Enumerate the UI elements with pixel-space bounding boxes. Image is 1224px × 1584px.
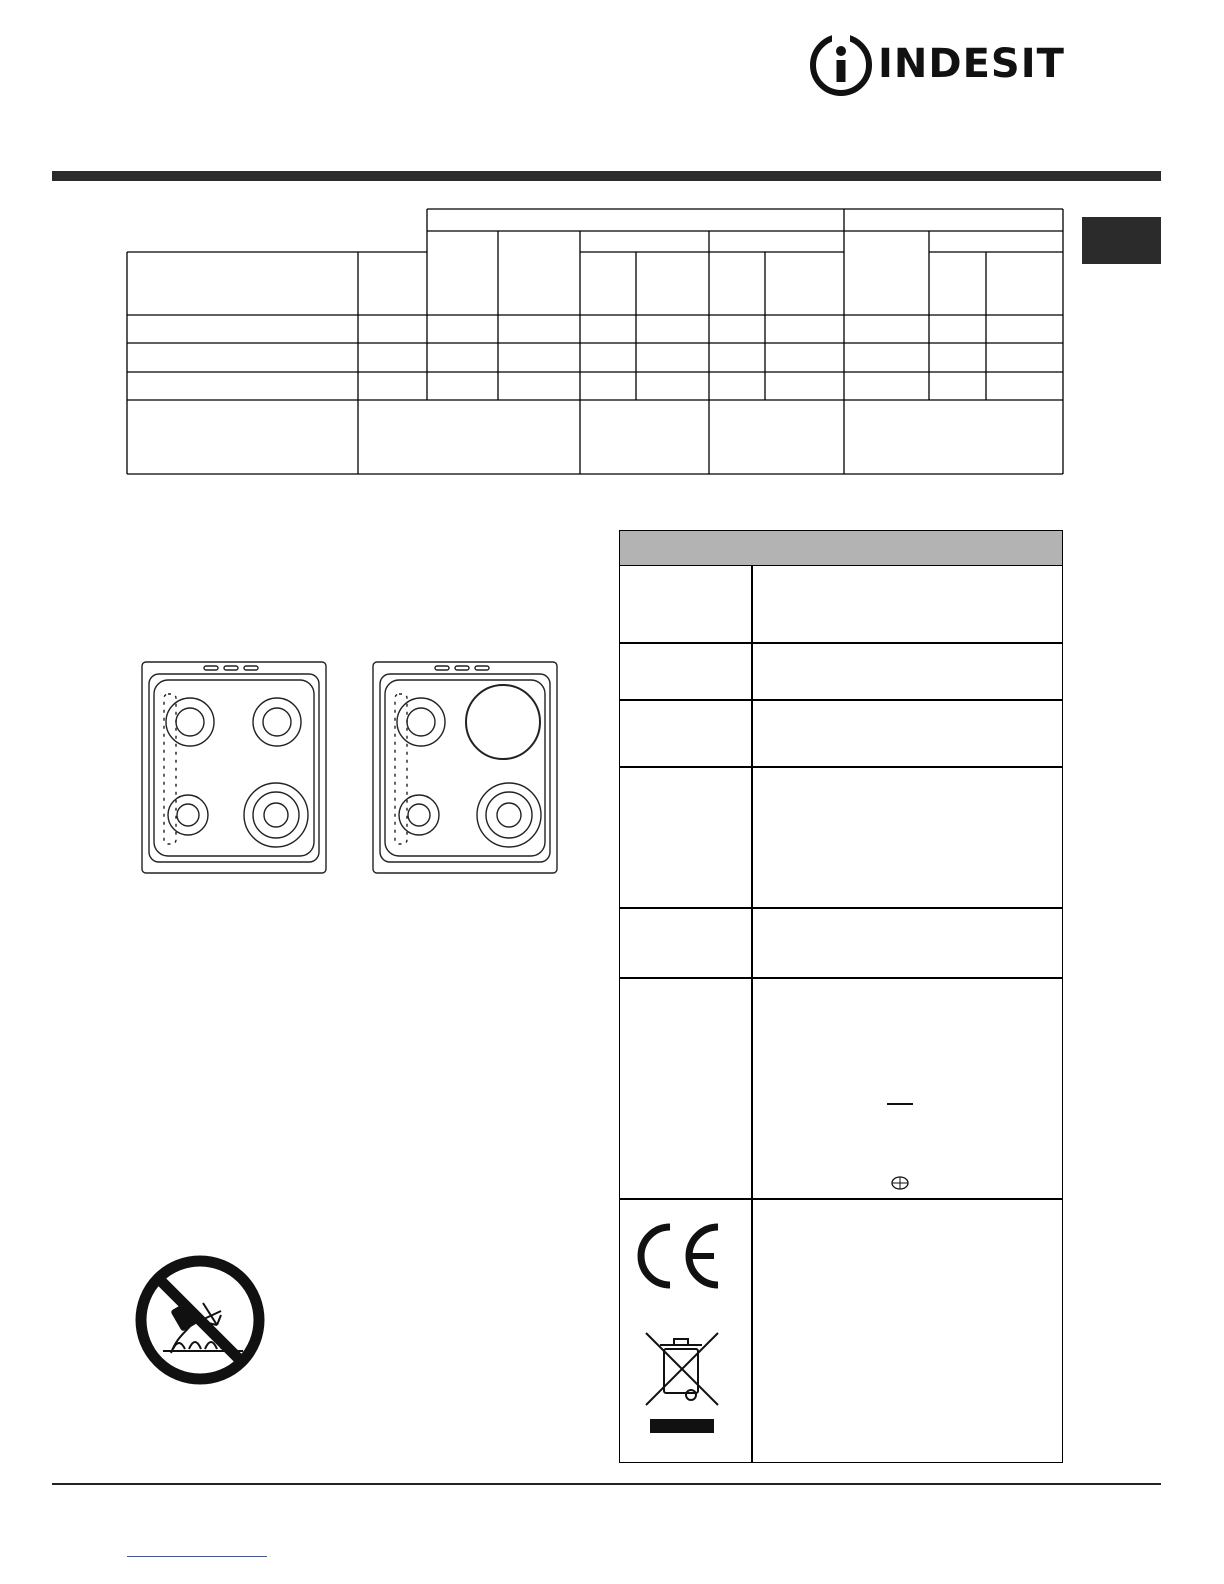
- ce-mark-icon: [632, 1221, 722, 1291]
- no-flame-warning-icon: [133, 1253, 267, 1387]
- weee-bin-icon: [642, 1329, 722, 1439]
- table-header-group-1: [430, 211, 840, 229]
- table-header-label: [130, 256, 355, 312]
- brand-name: INDESIT: [878, 41, 1065, 87]
- gas-hob-diagram: [140, 660, 330, 876]
- spec-row-separator: [620, 977, 1062, 979]
- footer-link-underline[interactable]: [127, 1556, 267, 1557]
- spec-panel-header: [620, 531, 1062, 566]
- table-header-group-2: [847, 211, 1060, 229]
- spec-symbol-icon: [890, 1175, 910, 1191]
- dc-symbol-icon: [887, 1103, 913, 1105]
- footer-rule: [52, 1483, 1161, 1485]
- burner-table: [0, 0, 1224, 480]
- spec-row-separator: [620, 1198, 1062, 1200]
- spec-row-separator: [620, 642, 1062, 644]
- spec-row-separator: [620, 699, 1062, 701]
- mixed-hob-diagram: [371, 660, 561, 876]
- spec-panel: [619, 530, 1063, 1463]
- spec-row-separator: [620, 766, 1062, 768]
- spec-row-separator: [620, 907, 1062, 909]
